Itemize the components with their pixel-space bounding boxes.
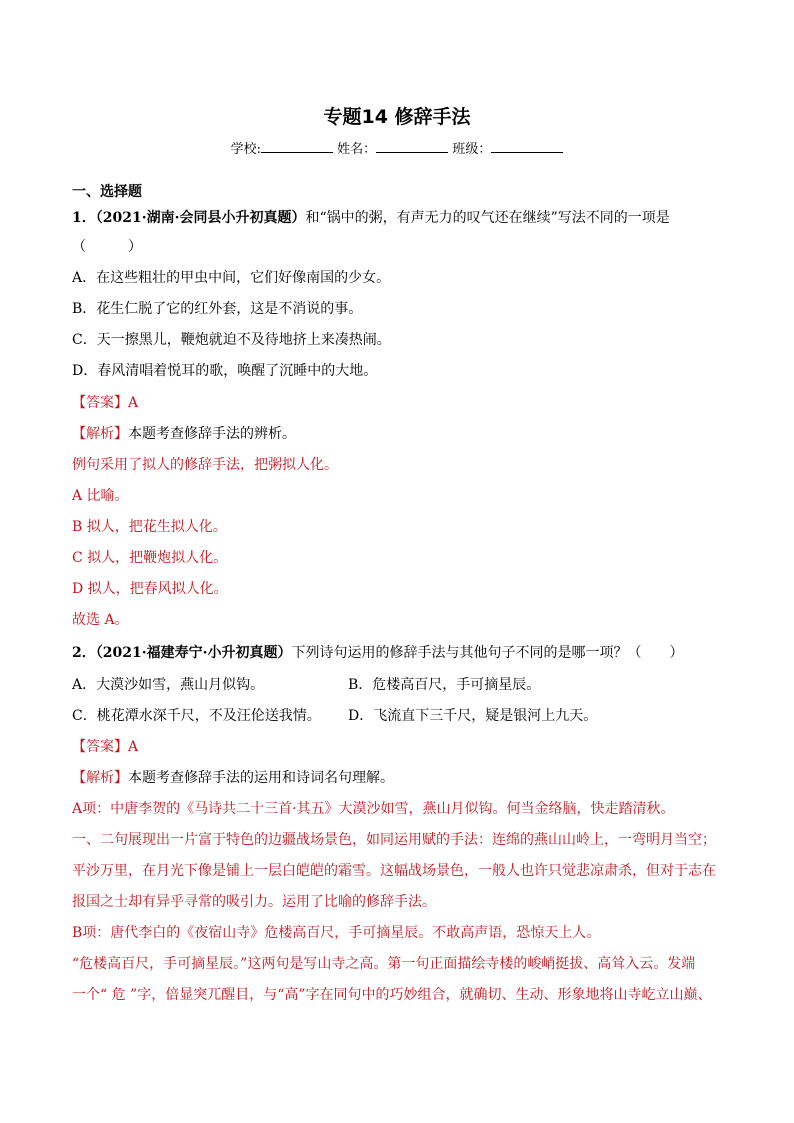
q1-analysis-intro	[72, 424, 722, 444]
q1-analysis-line: C 拟人，把鞭炮拟人化。	[72, 550, 228, 566]
q2-stem: 下列诗句运用的修辞手法与其他句子不同的是哪一项？（ ）	[291, 645, 684, 661]
q1-stem-line	[72, 208, 722, 228]
q2-answer: 【答案】A	[72, 739, 139, 755]
q2-analysis-intro	[72, 768, 722, 788]
q2-analysis-line: 平沙万里，在月光下像是铺上一层白皑皑的霜雪。这幅战场景色，一般人也许只觉悲凉肃杀，但对于志在	[72, 863, 716, 879]
q1-analysis-head: 【解析】	[72, 426, 128, 442]
school-label: 学校:	[230, 142, 262, 157]
q1-analysis-text: 本题考查修辞手法的辨析。	[128, 426, 296, 442]
q1-option-a: A．在这些粗壮的甲虫中间，它们好像南国的少女。	[72, 270, 391, 286]
q2-source: （2021·福建寿宁·小升初真题）	[95, 645, 292, 661]
student-info-line	[0, 140, 794, 160]
q1-number: 1．	[72, 210, 96, 226]
q2-analysis-line: “危楼高百尺，手可摘星辰。”这两句是写山寺之高。第一句正面描绘寺楼的峻峭挺拔、高耸入云。发端	[72, 956, 696, 972]
q1-option-d: D．春风清唱着悦耳的歌，唤醒了沉睡中的大地。	[72, 363, 378, 379]
q2-options-row-2	[72, 706, 722, 726]
q1-analysis-line: 故选 A。	[72, 612, 129, 628]
q2-options-row-1	[72, 675, 722, 695]
name-label: 姓名：	[337, 142, 377, 157]
q2-option-c: C．桃花潭水深千尺，不及汪伦送我情。	[72, 708, 321, 724]
q2-analysis-line: 一、二句展现出一片富于特色的边疆战场景色，如同运用赋的手法：连绵的燕山山岭上，一弯明月当空；	[72, 832, 716, 848]
section-heading: 一、选择题	[72, 184, 142, 200]
q1-source: （2021·湖南·会同县小升初真题）	[95, 210, 306, 226]
name-blank[interactable]	[376, 140, 448, 153]
q1-option-c: C．天一擦黑儿，鞭炮就迫不及待地挤上来凑热闹。	[72, 332, 391, 348]
page-title: 专题14 修辞手法	[323, 106, 471, 128]
q1-analysis-line: A 比喻。	[72, 488, 129, 504]
q1-answer: 【答案】A	[72, 395, 139, 411]
q1-option-b: B．花生仁脱了它的红外套，这是不消说的事。	[72, 301, 363, 317]
q2-number: 2．	[72, 645, 96, 661]
q1-stem: 和“锅中的粥，有声无力的叹气还在继续”写法不同的一项是	[305, 210, 670, 226]
q1-analysis-line: B 拟人，把花生拟人化。	[72, 519, 227, 535]
q2-analysis-line: 一个“ 危 ”字，倍显突兀醒目，与“高”字在同句中的巧妙组合，就确切、生动、形象地将山寺屹立山巅、	[72, 987, 712, 1003]
q2-analysis-text: 本题考查修辞手法的运用和诗词名句理解。	[128, 770, 394, 786]
q1-analysis-line: 例句采用了拟人的修辞手法，把粥拟人化。	[72, 457, 338, 473]
q2-option-d: D．飞流直下三千尺，疑是银河上九天。	[348, 708, 598, 724]
q2-option-a: A．大漠沙如雪，燕山月似钩。	[72, 677, 265, 693]
school-blank[interactable]	[261, 140, 333, 153]
q1-analysis-line: D 拟人，把春风拟人化。	[72, 581, 228, 597]
q2-analysis-line: B项：唐代李白的《夜宿山寺》危楼高百尺，手可摘星辰。不敢高声语，恐惊天上人。	[72, 925, 601, 941]
class-blank[interactable]	[491, 140, 563, 153]
q2-option-b: B．危楼高百尺，手可摘星辰。	[348, 677, 541, 693]
q2-analysis-head: 【解析】	[72, 770, 128, 786]
q1-paren: （ ）	[72, 239, 142, 255]
q2-stem-line	[72, 643, 722, 663]
q2-analysis-line: A项：中唐李贺的《马诗共二十三首·其五》大漠沙如雪，燕山月似钩。何当金络脑，快走踏清秋。	[72, 801, 675, 817]
class-label: 班级：	[452, 142, 492, 157]
q2-analysis-line: 报国之士却有异乎寻常的吸引力。运用了比喻的修辞手法。	[72, 894, 436, 910]
